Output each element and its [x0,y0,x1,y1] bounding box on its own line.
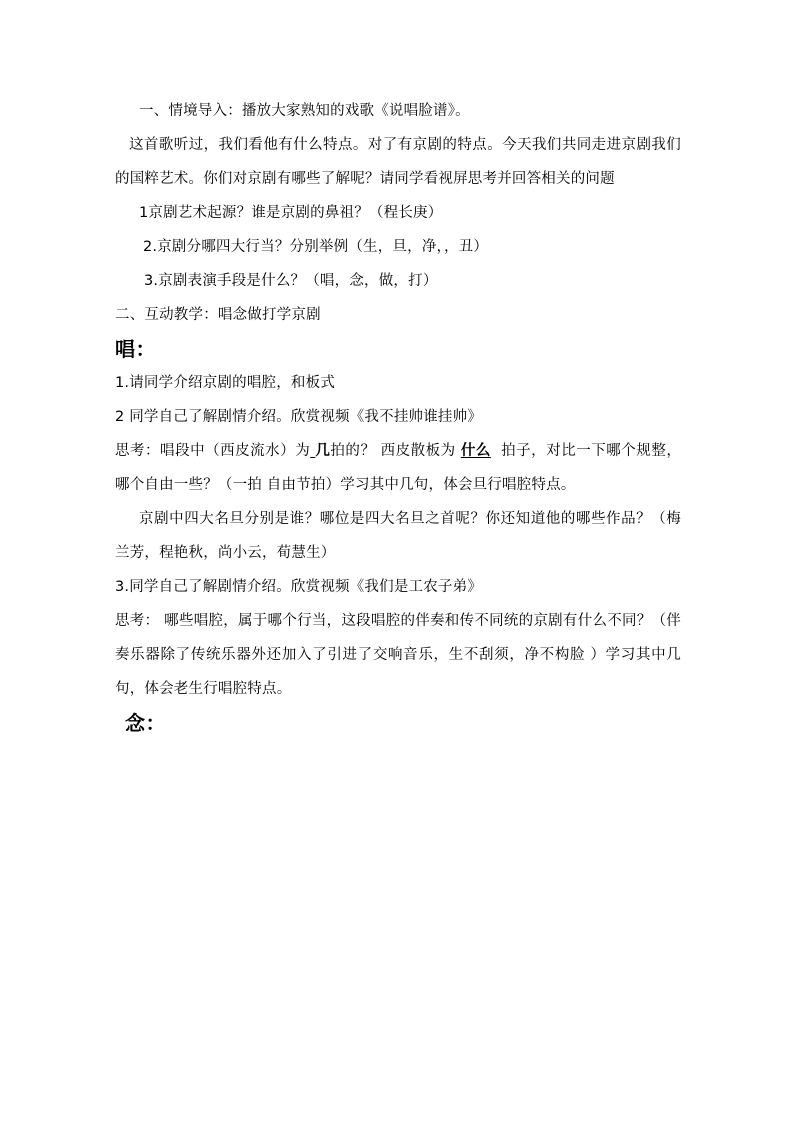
think-1-part-a: 思考：唱段中（西皮流水）为 [115,443,311,459]
think-question-2: 思考： 哪些唱腔，属于哪个行当，这段唱腔的伴奏和传不同统的京剧有什么不同？（伴奏乐器除了传统乐器外还加入了引进了交响音乐，生不刮须，净不构脸 ）学习其中几句，体会老生行唱腔特点。 [115,613,681,697]
think-question-1 [115,434,681,502]
sing-item-2: 2 同学自己了解剧情介绍。欣赏视频《我不挂帅谁挂帅》 [115,409,483,425]
section-one-heading: 一、情境导入：播放大家熟知的戏歌《说唱脸谱》。 [139,103,470,119]
intro-paragraph: 这首歌听过，我们看他有什么特点。对了有京剧的特点。今天我们共同走进京剧我们的国粹艺术。你们对京剧有哪些了解呢？请同学看视屏思考并回答相关的问题 [115,137,681,187]
document-body [115,94,681,740]
four-dan-paragraph: 京剧中四大名旦分别是谁？哪位是四大名旦之首呢？你还知道他的哪些作品？（梅兰芳，程艳秋，尚小云，荀慧生） [115,511,681,561]
think-1-emphasis-b: 什么 [460,443,491,459]
think-1-part-b: 拍的？ 西皮散板为 [330,443,456,459]
sing-item-1: 1.请同学介绍京剧的唱腔，和板式 [115,375,336,391]
question-item-2: 2.京剧分哪四大行当？分别举例（生，旦，净，，丑） [143,239,489,255]
heading-recite: 念： [125,711,166,735]
heading-sing: 唱： [115,337,156,361]
think-1-space-2 [491,443,501,459]
question-item-3: 3.京剧表演手段是什么？（唱，念，做，打） [144,273,438,289]
sing-item-3: 3.同学自己了解剧情介绍。欣赏视频《我们是工农子弟》 [115,579,483,595]
section-two-heading: 二、互动教学：唱念做打学京剧 [115,307,321,323]
question-item-1: 1京剧艺术起源？谁是京剧的鼻祖？（程长庚） [139,205,443,221]
think-1-part-c: 拍子，对比一下哪个规整，哪个自由一些？（一拍 自由节拍）学习其中几句，体会旦行唱腔特点。 [115,443,682,493]
think-1-emphasis-a: 几 [315,443,331,459]
